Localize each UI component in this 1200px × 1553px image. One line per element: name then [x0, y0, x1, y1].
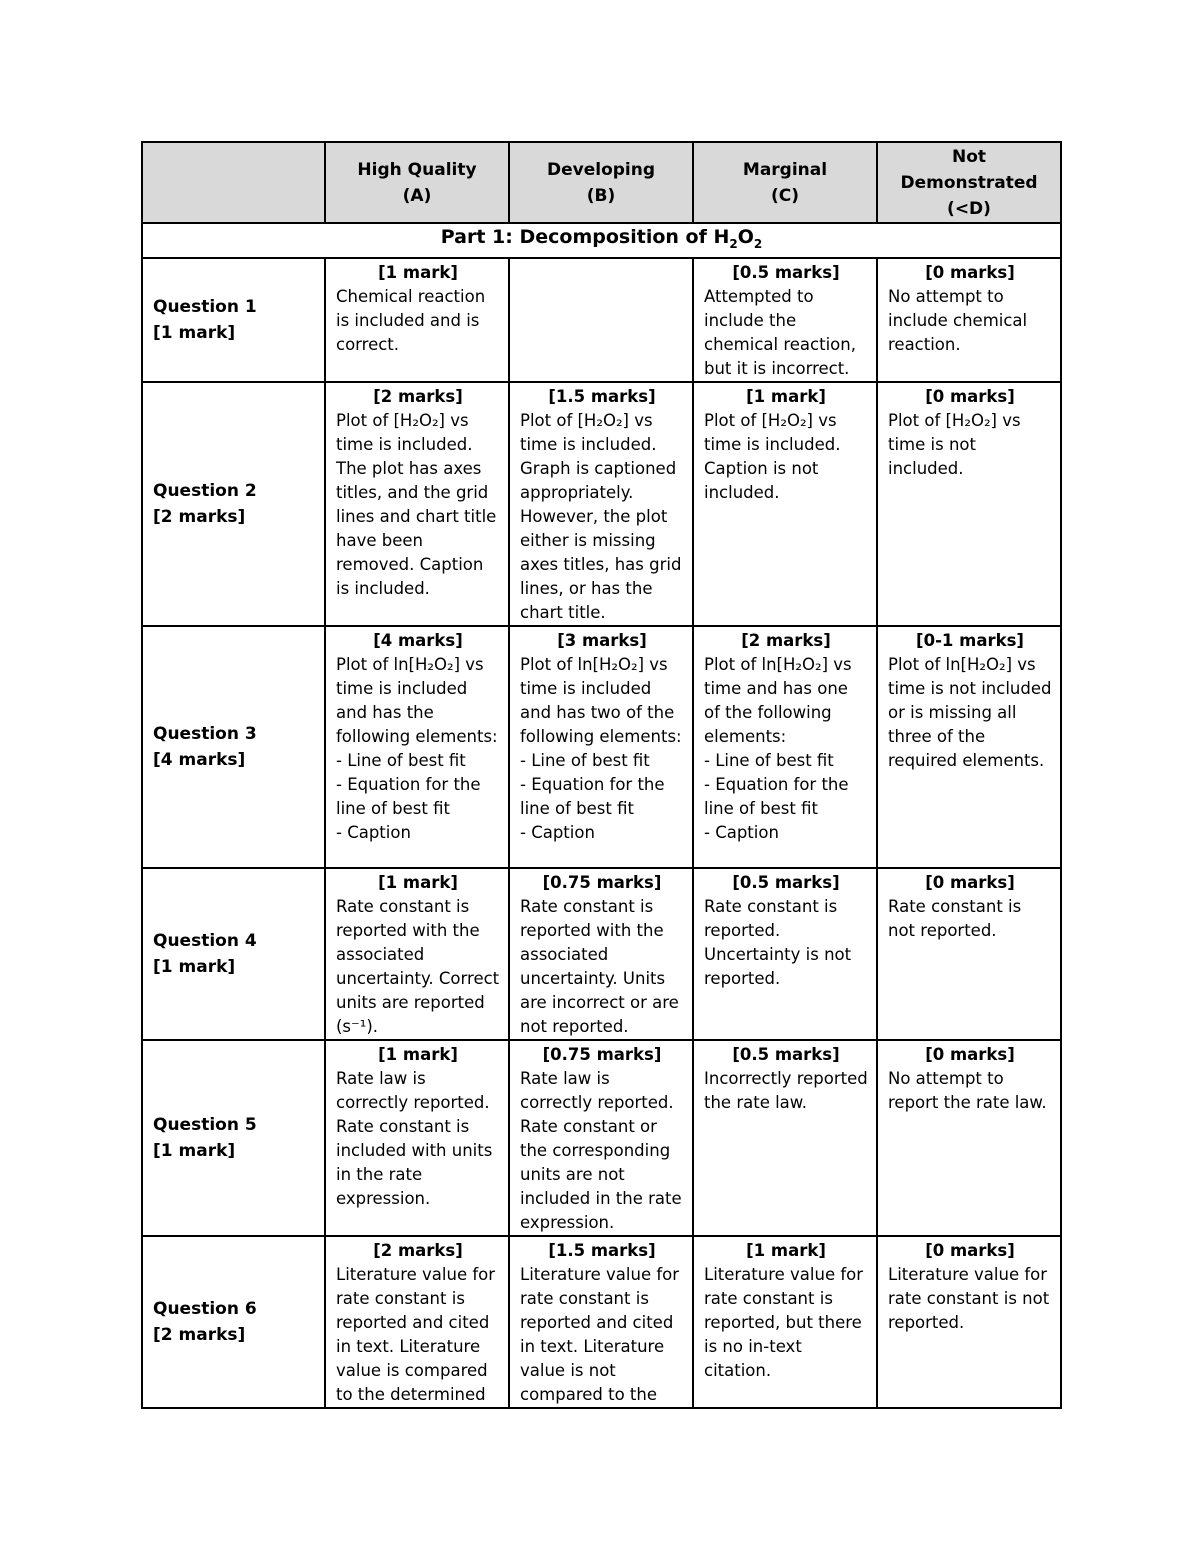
rubric-cell: [0.5 marks] Rate constant is reported. Uncertainty is not reported. — [693, 868, 877, 1040]
rubric-cell: [1 mark] Literature value for rate constant is reported, but there is no in-text citation. — [693, 1236, 877, 1408]
rubric-cell: [1 mark] Chemical reaction is included and is correct. — [325, 258, 509, 382]
rubric-cell: [0.75 marks] Rate constant is reported with the associated uncertainty. Units are incorrect or are not reported. — [509, 868, 693, 1040]
table-row — [142, 626, 1061, 868]
question-label: Question 1 [1 mark] — [142, 258, 325, 382]
rubric-cell: [2 marks] Plot of ln[H₂O₂] vs time and has one of the following elements: - Line of best fit - Equation for the line of best fit - Caption — [693, 626, 877, 868]
rubric-cell: [0 marks] Plot of [H₂O₂] vs time is not included. — [877, 382, 1061, 626]
rubric-cell: [1.5 marks] Plot of [H₂O₂] vs time is included. Graph is captioned appropriately. However, the plot either is missing axes titles, has grid lines, or has the chart title. — [509, 382, 693, 626]
question-label: Question 6 [2 marks] — [142, 1236, 325, 1408]
header-not-demonstrated: Not Demonstrated (<D) — [877, 142, 1061, 223]
question-label: Question 3 [4 marks] — [142, 626, 325, 868]
rubric-cell: [0.5 marks] Attempted to include the chemical reaction, but it is incorrect. — [693, 258, 877, 382]
header-blank — [142, 142, 325, 223]
table-row — [142, 1236, 1061, 1408]
header-high-quality: High Quality (A) — [325, 142, 509, 223]
header-marginal: Marginal (C) — [693, 142, 877, 223]
rubric-cell: [4 marks] Plot of ln[H₂O₂] vs time is included and has the following elements: - Line of best fit - Equation for the line of best fit - Caption — [325, 626, 509, 868]
table-row — [142, 258, 1061, 382]
table-row — [142, 1040, 1061, 1236]
rubric-cell: [0-1 marks] Plot of ln[H₂O₂] vs time is not included or is missing all three of the required elements. — [877, 626, 1061, 868]
question-label: Question 4 [1 mark] — [142, 868, 325, 1040]
rubric-cell: [3 marks] Plot of ln[H₂O₂] vs time is included and has two of the following elements: - Line of best fit - Equation for the line of best fit - Caption — [509, 626, 693, 868]
rubric-cell: [0 marks] Literature value for rate constant is not reported. — [877, 1236, 1061, 1408]
question-label: Question 5 [1 mark] — [142, 1040, 325, 1236]
rubric-cell: [0.75 marks] Rate law is correctly reported. Rate constant or the corresponding units are not included in the rate expression. — [509, 1040, 693, 1236]
header-row — [142, 142, 1061, 223]
rubric-cell: [2 marks] Literature value for rate constant is reported and cited in text. Literature value is compared to the determined — [325, 1236, 509, 1408]
table-row — [142, 868, 1061, 1040]
rubric-table — [141, 141, 1062, 1409]
rubric-cell: [1.5 marks] Literature value for rate constant is reported and cited in text. Literature value is not compared to the — [509, 1236, 693, 1408]
rubric-cell: [1 mark] Rate constant is reported with the associated uncertainty. Correct units are reported (s⁻¹). — [325, 868, 509, 1040]
header-developing: Developing (B) — [509, 142, 693, 223]
rubric-cell: [0 marks] Rate constant is not reported. — [877, 868, 1061, 1040]
rubric-cell: [1 mark] Rate law is correctly reported. Rate constant is included with units in the rate expression. — [325, 1040, 509, 1236]
rubric-cell — [509, 258, 693, 382]
table-row — [142, 382, 1061, 626]
rubric-cell: [2 marks] Plot of [H₂O₂] vs time is included. The plot has axes titles, and the grid lines and chart title have been removed. Caption is included. — [325, 382, 509, 626]
question-label: Question 2 [2 marks] — [142, 382, 325, 626]
rubric-cell: [0 marks] No attempt to report the rate law. — [877, 1040, 1061, 1236]
part-title: Part 1: Decomposition of $H_2O_2$ — [142, 223, 1061, 258]
rubric-cell: [0.5 marks] Incorrectly reported the rate law. — [693, 1040, 877, 1236]
rubric-cell: [1 mark] Plot of [H₂O₂] vs time is included. Caption is not included. — [693, 382, 877, 626]
rubric-cell: [0 marks] No attempt to include chemical reaction. — [877, 258, 1061, 382]
part-row — [142, 223, 1061, 258]
